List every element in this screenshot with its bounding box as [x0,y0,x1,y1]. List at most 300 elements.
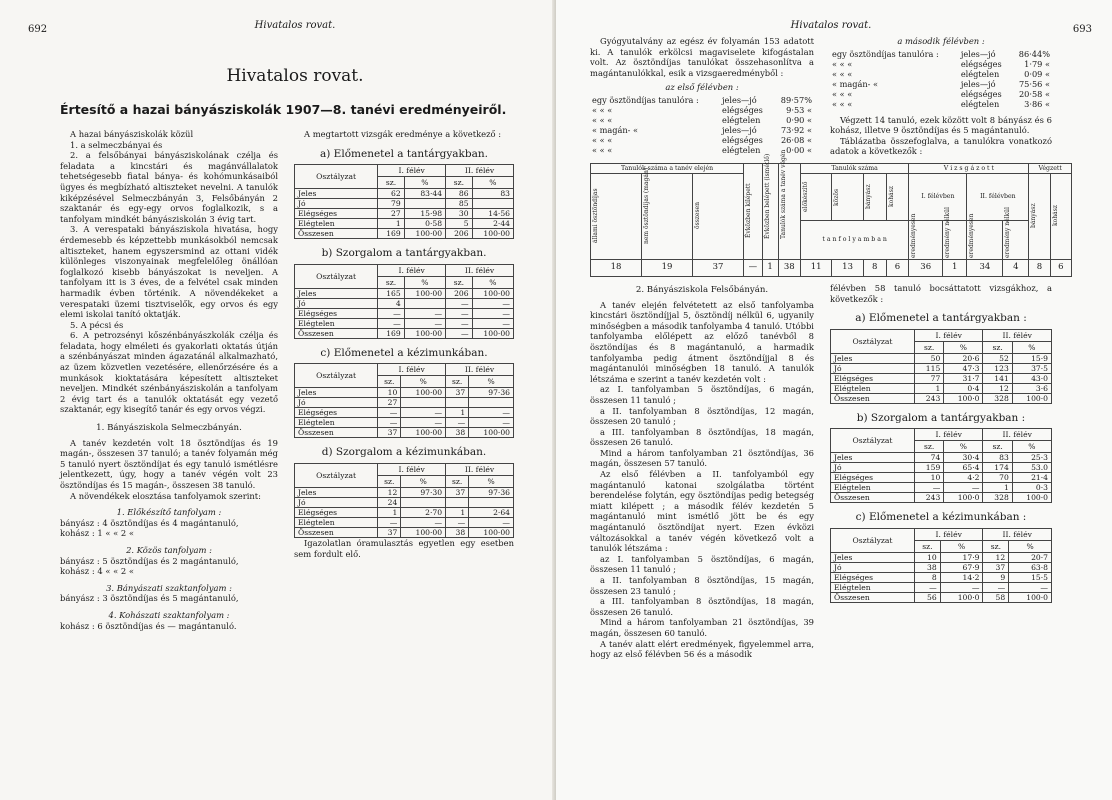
ratio-row [590,125,814,135]
right-page [556,0,1112,800]
subheader-cell: sz. [914,540,940,552]
summary-col-header: eredmény nélkül [944,207,952,258]
table-cell: 10 [914,552,940,562]
table-cell: 0·3 [1012,483,1051,493]
table-cell: — [378,418,401,428]
subheader-cell: % [469,475,514,487]
ratio-cell: 26·08 « [780,134,812,145]
table-cell: — [404,308,445,318]
summary-col-header: összesen [694,202,702,230]
subheader-cell: sz. [378,475,401,487]
table-cell: 17·9 [940,552,983,562]
table-cell: — [446,418,469,428]
semester-header: II. félév [983,528,1052,540]
table-header-row [295,364,514,376]
semester-header: II. félév [446,463,514,475]
table-cell: 63·8 [1009,562,1052,572]
grade-label: Elégséges [295,308,378,318]
ratio-cell: jeles—jó [960,48,996,59]
ratio-cell: egy ösztöndíjas tanulóra : [592,94,699,105]
table-cell: 8 [914,572,940,582]
table-header-row [831,429,1052,441]
table-cell: 24 [378,497,401,507]
subheader-cell: % [944,441,983,453]
table-header-row [295,165,514,177]
table-cell: 12 [983,552,1009,562]
grade-label: Elégséges [295,507,378,517]
left-column-1 [60,129,278,631]
ratio-cell: « « « [832,88,853,99]
ratio-cell: elégséges [960,88,1002,99]
table-cell: 3·6 [1012,383,1051,393]
second-semester-list [830,49,1052,109]
summary-value: 11 [800,259,831,276]
total-label: Összesen [295,428,378,438]
table-cell: 4·2 [944,473,983,483]
table-cell: 20·6 [944,353,983,363]
subheader-cell: % [404,177,445,189]
right-column-1 [590,283,814,660]
summary-group-header: Tanulók száma [800,163,909,173]
table-cell: — [378,308,405,318]
table-cell: — [472,298,513,308]
subheader-cell: sz. [914,441,943,453]
table-label-header: Osztályzat [295,165,378,189]
grade-table [294,463,514,538]
table-cell: 85 [446,199,473,209]
table-cell: — [944,483,983,493]
table-cell: 25·3 [1012,453,1051,463]
right-tables [830,313,1052,603]
table-cell: 37 [446,388,469,398]
grade-label: Jeles [831,353,915,363]
table-row [295,408,514,418]
grade-table [294,164,514,239]
subheader-cell: % [401,475,446,487]
semester-header: I. félév [914,429,983,441]
course-line: bányász : 3 ösztöndíjas és 5 magántanuló, [60,593,239,604]
table-cell: 15·9 [1012,353,1051,363]
total-label: Összesen [831,393,915,403]
table-cell: 1 [983,483,1012,493]
table-label-header: Osztályzat [295,264,378,288]
table-row [295,497,514,507]
subheader-cell: sz. [446,376,469,388]
table-row [831,562,1052,572]
table-cell: 97·36 [469,487,514,497]
table-row [295,209,514,219]
table-cell: 100·0 [940,592,983,602]
course-title: 2. Közös tanfolyam : [126,544,212,555]
table-cell: 169 [378,328,405,338]
table-cell [404,298,445,308]
right-page-number: 693 [1072,24,1092,35]
summary-value: 8 [1029,259,1050,276]
course-line: kohász : 6 ösztöndíjas és — magántanuló. [60,620,237,631]
total-label: Összesen [295,229,378,239]
summary-value: — [744,259,762,276]
grade-label: Jeles [295,388,378,398]
table-cell: 100·00 [404,328,445,338]
paragraph: A tanév kezdetén volt 18 ösztöndíjas és 19 magán-, összesen 37 tanuló; a tanév folyamán még 5 tanuló nyert ösztöndíjat és egy tanuló ismétlésre jelentkezett, úgy, hogy a tanév végén volt 23 ösztöndíjas és 15 magán-, összesen 38 tanuló. [60,437,278,490]
table-cell: 100·00 [404,229,445,239]
paragraph: 1. a selmeczbányai és [70,139,163,150]
subheader-cell: % [1009,540,1052,552]
article-title: Értesítő a hazai bányásziskolák 1907—8. tanévi eredményeiről. [60,102,507,117]
table-row [295,219,514,229]
table-total-row [295,527,514,537]
table-cell: 174 [983,463,1012,473]
table-cell: 100·0 [944,493,983,503]
ratio-row [830,79,1052,89]
grade-table [830,528,1052,603]
paragraph: a II. tanfolyamban 8 ösztöndíjas, 15 magán, összesen 23 tanuló ; [590,575,814,596]
subheader-cell: sz. [446,475,469,487]
subheader-cell: sz. [378,276,405,288]
table-cell: 83 [472,189,513,199]
table-caption: c) Előmenetel a kézimunkában. [320,346,488,359]
table-cell: 47·3 [944,363,983,373]
ratio-cell: 73·92 « [780,124,812,135]
table-cell: — [914,483,943,493]
paragraph: A növendékek elosztása tanfolyamok szerint: [70,490,261,501]
table-cell: 14·56 [472,209,513,219]
left-running-title: Hivatalos rovat. [254,20,336,31]
table-cell: 27 [378,398,401,408]
paragraph: 5. A pécsi és [70,319,124,330]
semester-header: II. félév [446,264,514,276]
table-cell: 9 [983,572,1009,582]
table-cell: 79 [378,199,405,209]
summary-col-header: nem ösztöndíjas (magán) [643,168,651,245]
table-cell: 206 [446,229,473,239]
table-row [831,473,1052,483]
ratio-row [830,69,1052,79]
ratio-table [830,49,1052,109]
table-cell: — [401,517,446,527]
semester-header: I. félév [378,264,446,276]
table-cell: — [404,318,445,328]
grade-label: Elégséges [831,572,915,582]
semester-header: I. félév [378,165,446,177]
subheader-cell: % [472,177,513,189]
table-total-row [295,229,514,239]
ratio-cell: « magán- « [832,78,879,89]
table-cell: 43·0 [1012,373,1051,383]
ratio-cell: jeles—jó [721,94,757,105]
semester-header: II. félév [983,429,1052,441]
table-header-row [295,264,514,276]
ratio-row [590,105,814,115]
summary-tanfolyam-label: t a n f o l y a m b a n [800,220,909,259]
ratio-cell: « « « [832,98,853,109]
right-running-head [590,10,1092,35]
table-cell: 100·00 [401,428,446,438]
table-row [831,373,1052,383]
section-heading: 1. Bányásziskola Selmeczbányán. [96,423,242,434]
ratio-row [830,89,1052,99]
table-cell: 169 [378,229,405,239]
table-row [295,398,514,408]
total-label: Összesen [831,493,915,503]
summary-value: 36 [909,259,943,276]
summary-value: 18 [591,259,642,276]
grade-label: Elégtelen [295,517,378,527]
table-row [295,288,514,298]
left-tables [294,149,514,538]
table-row [295,189,514,199]
table-cell: 30 [446,209,473,219]
subheader-cell: % [1012,441,1051,453]
summary-value: 6 [886,259,909,276]
table-cell: 159 [914,463,943,473]
ratio-row [830,49,1052,59]
table-row [831,453,1052,463]
table-cell: 2·44 [472,219,513,229]
summary-value: 1 [943,259,967,276]
table-cell: — [469,517,514,527]
paragraph: A tanév alatt elért eredmények, figyelemmel arra, hogy az első félévben 56 és a második [590,638,814,660]
table-cell: 243 [914,493,943,503]
course-title: 1. Előkészítő tanfolyam : [116,507,222,518]
table-cell: — [401,418,446,428]
table-cell [446,497,469,507]
table-cell: 10 [914,473,943,483]
ratio-cell: 0·00 « [786,144,812,155]
table-cell: 100·0 [1009,592,1052,602]
subheader-cell: sz. [378,177,405,189]
ratio-cell: elégtelen [960,98,1000,109]
table-row [295,298,514,308]
paragraph: A megtartott vizsgák eredménye a következő : [304,129,502,139]
table-row [831,483,1052,493]
ratio-table [590,95,814,155]
first-semester-heading: az első félévben : [665,82,739,93]
summary-col-header: kohász [887,186,895,208]
summary-value: 6 [1050,259,1071,276]
table-row [295,507,514,517]
second-semester-heading: a második félévben : [897,36,985,46]
ratio-cell: 0·09 « [1024,68,1050,79]
table-cell: 100·0 [1012,393,1051,403]
summary-col-header: eredményesen [968,213,976,258]
table-row [831,363,1052,373]
ratio-row [590,115,814,125]
table-header-row [295,463,514,475]
ratio-cell: « « « [592,144,613,155]
table-cell: 53.0 [1012,463,1051,473]
total-label: Összesen [295,527,378,537]
table-caption: b) Szorgalom a tantárgyakban : [856,411,1026,424]
table-cell: 37 [446,487,469,497]
table-cell: 37 [378,527,401,537]
paragraph: az I. tanfolyamban 5 ösztöndíjas, 6 magán, összesen 11 tanuló ; [590,384,814,405]
subheader-cell: % [404,276,445,288]
table-cell: 0·58 [404,219,445,229]
course-title: 4. Kohászati szaktanfolyam : [108,609,230,620]
table-cell: 37 [378,428,401,438]
table-cell: 30·4 [944,453,983,463]
table-cell: — [446,308,473,318]
table-cell: 5 [446,219,473,229]
table-row [831,582,1052,592]
table-cell: — [940,582,983,592]
grade-label: Jeles [831,453,915,463]
total-label: Összesen [295,328,378,338]
table-cell: 38 [914,562,940,572]
section-heading: 2. Bányásziskola Felsőbányán. [635,284,769,295]
grade-label: Elégtelen [295,219,378,229]
table-caption: a) Előmenetel a tantárgyakban : [855,312,1027,325]
summary-col-header: Tanulók száma a tanév végén [779,150,787,240]
table-cell: — [472,308,513,318]
grade-table [294,363,514,438]
grade-table [830,329,1052,404]
paragraph: A tanév elején felvétetett az első tanfolyamba kincstári ösztöndíjjal 5, ösztöndíj nélkül 6, ugyanily minőségben a második tanfolyamba 4 tanuló. Utóbbi tanfolyamba előlépett az előző tanévből 8 ösztöndíjas és 8 magántanuló, a harmadik tanfolyamba pedig átment ösztöndíjjal 8 és magántanulói minőségben 18 tanuló. A tanulók létszáma e szerint a tanév kezdetén volt : [590,299,814,384]
table-cell: 2·64 [469,507,514,517]
table-cell: 2·70 [401,507,446,517]
grade-label: Elégtelen [831,582,915,592]
table-cell: 70 [983,473,1012,483]
paragraph: 2. a felsőbányai bányásziskolának czélja és feladata a kincstári és magánvállalatok tehetségesebb fiatal bánya- és kohómunkásaiból ügyes és megbízható altiszteket nevelni. A tanulók kiképzésével Selmeczbányán 3, Felsőbányán 2 szaktanár és egy-egy orvos foglalkozik, s a tanfolyam mindkét bányásziskolán 3 évig tart. [60,150,278,224]
grade-label: Elégséges [295,408,378,418]
table-cell: 0·4 [944,383,983,393]
table-row [295,318,514,328]
table-cell: — [983,582,1009,592]
ratio-cell: elégtelen [721,114,761,125]
table-cell: 56 [914,592,940,602]
table-cell: 83·44 [404,189,445,199]
summary-col-header: kohász [1051,206,1059,227]
grade-label: Jeles [295,487,378,497]
table-cell: — [378,408,401,418]
summary-value: 8 [863,259,886,276]
ratio-cell: 9·53 « [786,104,812,115]
table-cell: 38 [446,527,469,537]
paragraph: A hazai bányásziskolák közül [70,129,194,139]
table-cell: 165 [378,288,405,298]
table-row [295,388,514,398]
subheader-cell: % [469,376,514,388]
subheader-cell: sz. [446,177,473,189]
table-cell: 74 [914,453,943,463]
summary-value: 13 [832,259,863,276]
ratio-cell: 1·79 « [1024,58,1050,69]
total-label: Összesen [831,592,915,602]
table-cell: — [1009,582,1052,592]
summary-col-header: Évközben belépett (ismétlő) [763,154,771,240]
table-cell: 15·5 [1009,572,1052,582]
ratio-cell: « magán- « [592,124,639,135]
subheader-cell: % [472,276,513,288]
ratio-cell: 75·56 « [1018,78,1050,89]
ratio-cell: elégséges [721,104,763,115]
table-cell: 1 [446,408,469,418]
summary-col-header: közös [833,188,841,206]
table-cell: 100·00 [472,328,513,338]
table-cell: 50 [914,353,943,363]
ratio-cell: jeles—jó [721,124,757,135]
grade-label: Elégtelen [831,483,915,493]
subheader-cell: % [401,376,446,388]
ratio-cell: « « « [592,104,613,115]
paragraph: a II. tanfolyamban 8 ösztöndíjas, 12 magán, összesen 20 tanuló ; [590,405,814,427]
table-row [831,463,1052,473]
page-title: Hivatalos rovat. [226,66,364,86]
paragraph: az I. tanfolyamban 5 ösztöndíjas, 6 magán, összesen 11 tanuló ; [590,553,814,575]
summary-col-header: bányász [1030,204,1038,229]
summary-col-header: eredményesen [910,213,918,258]
table-cell: 206 [446,288,473,298]
ratio-row [590,95,814,105]
table-cell: 328 [983,493,1012,503]
ratio-cell: egy ösztöndíjas tanulóra : [832,48,939,59]
table-caption: d) Szorgalom a kézimunkában. [321,446,487,459]
ratio-cell: 86·44% [1018,48,1050,59]
grade-label: Elégtelen [295,318,378,328]
grade-label: Jeles [831,552,915,562]
table-cell: 328 [983,393,1012,403]
table-cell [401,497,446,507]
table-row [831,383,1052,393]
table-label-header: Osztályzat [831,528,915,552]
table-cell: 141 [983,373,1012,383]
paragraph: 6. A petrozsényi kőszénbányászkolák czélja és feladata, hogy elméleti és gyakorlati oktatás útján a szénbányászat minden ágazatánál alkalmazható, az üzem közvetlen vezetésére, ellenőrzésére és a munkások kioktatására képesített altiszteket neveljen. Mindkét szénbányásziskolán a tanfolyam 2 évig tart és a tanulók oktatását egy vezető szaktanár, egy kisegítő tanár és egy orvos végzi. [60,330,278,415]
table-cell: 243 [914,393,943,403]
table-cell: 100·00 [401,527,446,537]
table-cell: 1 [378,507,401,517]
paragraph: a III. tanfolyamban 8 ösztöndíjas, 18 magán, összesen 26 tanuló. [590,426,814,448]
subheader-cell: sz. [446,276,473,288]
table-cell: 1 [378,219,405,229]
table-cell: 21·4 [1012,473,1051,483]
table-row [295,487,514,497]
paragraph: Táblázatba összefoglalva, a tanulókra vonatkozó adatok a következők : [830,135,1052,157]
table-cell: 31·7 [944,373,983,383]
table-row [831,572,1052,582]
table-row [295,199,514,209]
ratio-cell: « « « [592,134,613,145]
course-line: bányász : 4 ösztöndíjas és 4 magántanuló, [60,517,239,528]
grade-table [294,264,514,339]
table-cell: 14·2 [940,572,983,582]
ratio-cell: elégtelen [960,68,1000,79]
summary-values-row [591,259,1072,276]
summary-value: 4 [1003,259,1029,276]
right-column-1-top [590,36,814,157]
ratio-cell: 20·58 « [1018,88,1050,99]
ratio-cell: elégséges [960,58,1002,69]
summary-value: 37 [693,259,744,276]
ratio-cell: « « « [832,68,853,79]
ratio-cell: jeles—jó [960,78,996,89]
ratio-cell: 89·57% [780,94,812,105]
course-title: 3. Bányászati szaktanfolyam : [106,582,232,593]
table-cell: — [446,328,473,338]
table-caption: b) Szorgalom a tantárgyakban. [321,247,487,260]
table-cell: — [378,517,401,527]
grade-label: Jó [831,463,915,473]
summary-sem-header: II. félévben [967,173,1029,220]
table-cell [404,199,445,209]
paragraph: 3. A verespataki bányásziskola hivatása, hogy érdemesebb és képzettebb munkásokból nemcsak altiszteket, hanem egyszersmind az ottani vidék különleges viszonyainak megfelelőleg önállóan foglalkozó kisebb bányászokat is neveljen. A tanfolyam itt is 3 éves, de a felvétel csak minden harmadik évben történik. A növendékeket a verespataki üzemi tisztviselők, egy orvos és egy elemi iskolai tanító oktatják. [60,224,278,320]
summary-group-header: Tanulók száma a tanév elején [591,163,744,173]
table-cell: 52 [983,353,1012,363]
semester-header: II. félév [983,329,1052,341]
table-cell: 123 [983,363,1012,373]
grade-label: Jó [295,298,378,308]
paragraph: a III. tanfolyamban 8 ösztöndíjas, 18 magán, összesen 26 tanuló. [590,596,814,617]
